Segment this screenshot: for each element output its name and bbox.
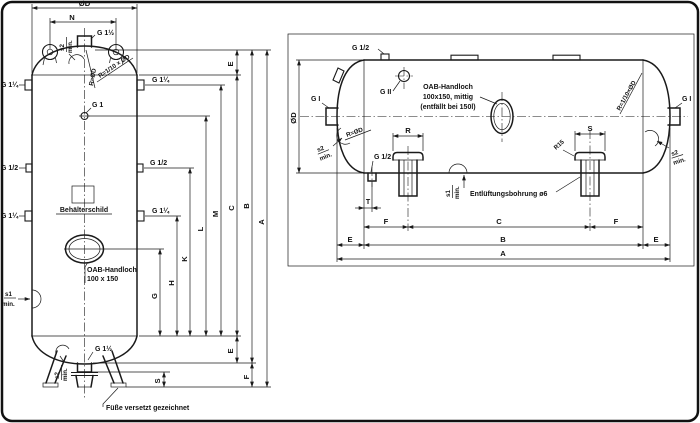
wall-s2-left-min: min. [318, 151, 334, 163]
fitting-right-upper-label: G 1¼ [152, 77, 170, 84]
dim-a-h-label: A [500, 249, 506, 258]
fitting-center-label: G 1 [92, 102, 104, 109]
fitting-left-lower-label: G 1¼ [1, 213, 19, 220]
wall-s2-top-value: s2 [59, 44, 66, 51]
wall-s1-min: min. [2, 301, 15, 308]
handhole-h [480, 92, 513, 142]
dim-c-label: C [496, 217, 502, 226]
fitting-end-left [322, 103, 338, 125]
knuckle-radius-h-label: R=1/10×ØD [615, 79, 638, 112]
handhole-label-line2: 100 x 150 [87, 276, 119, 283]
wall-s2-right [670, 148, 687, 167]
dim-k-label: K [180, 256, 189, 262]
dim-a-label: A [257, 219, 266, 225]
dim-c-label: C [227, 205, 236, 211]
bottom-nozzle-label: G 1½ [95, 346, 113, 353]
fitting-end-left-label: G I [311, 96, 321, 103]
dim-t-label: T [365, 199, 371, 206]
dim-od-h-label: ØD [289, 112, 298, 124]
dim-e-bottom-label: E [226, 348, 235, 354]
handhole-h-line2: 100x150, mittig [422, 94, 474, 101]
knuckle-radius-label: R=1/10 × ØD [97, 53, 132, 80]
wall-s2-left [315, 143, 333, 163]
dim-h-label: H [167, 280, 176, 286]
wall-s1-bottom-value: s1 [445, 190, 452, 197]
foot-radius-label: R15 [552, 138, 566, 152]
vent-note: Entlüftungsbohrung ø6 [470, 191, 548, 198]
horizontal-vessel-view [288, 34, 694, 266]
fitting-gii-label: G II [380, 89, 392, 96]
dim-n-label: N [69, 13, 75, 22]
dim-l-label: L [196, 226, 205, 232]
fitting-end-right-label: G I [682, 96, 692, 103]
dim-f-label: F [242, 374, 251, 380]
fitting-right-middle-label: G 1/2 [150, 160, 168, 167]
lifting-lugs [43, 45, 124, 66]
top-nozzle-label: G 1½ [97, 30, 115, 37]
wall-s2-bottom-min: min. [62, 368, 69, 381]
dim-f-right-label: F [613, 217, 619, 226]
extension-lines [89, 50, 271, 387]
head-right-callouts [620, 73, 669, 148]
fitting-right-middle [137, 164, 143, 172]
dimension-stack [160, 50, 267, 387]
fitting-right-lower [137, 211, 144, 221]
dim-m-label: M [211, 210, 220, 218]
fitting-top-h [378, 49, 389, 60]
handhole-h-line3: (entfällt bei 150l) [420, 104, 476, 111]
fitting-right-upper [137, 80, 144, 90]
nameplate-label: Behälterschild [59, 207, 109, 214]
dim-r-label: R [405, 126, 411, 135]
foot-right [575, 130, 605, 231]
fitting-top-h-label: G 1/2 [352, 45, 370, 52]
fitting-left-upper [19, 80, 32, 90]
dim-e-left-label: E [347, 235, 353, 244]
fitting-gii [393, 67, 413, 91]
dim-e-right-label: E [653, 235, 659, 244]
crown-radius-h-label: R=ØD [345, 126, 365, 139]
wall-s2-right-value: s2 [670, 149, 680, 158]
dim-od-label: ØD [78, 0, 91, 8]
fitting-left-lower [19, 211, 32, 221]
vent-leader [556, 177, 580, 192]
dim-f-left-label: F [383, 217, 389, 226]
dim-b-label: B [242, 203, 251, 209]
handhole-h-line1: OAB-Handloch [423, 84, 473, 91]
fitting-left-middle-label: G 1/2 [1, 165, 19, 172]
feet-note: Füße versetzt gezeichnet [106, 405, 190, 412]
vertical-vessel-view [1, 0, 271, 412]
bottom-nozzle [78, 352, 94, 372]
fitting-drain-label: G 1/2 [374, 154, 392, 161]
wall-s1-value: s1 [5, 291, 12, 298]
fitting-left-middle [19, 164, 32, 172]
fitting-left-upper-label: G 1¼ [1, 82, 19, 89]
dim-e-top-label: E [226, 61, 235, 67]
crown-radius-label: R=ØD [88, 68, 98, 87]
foot-left [393, 146, 423, 231]
wall-s2-right-min: min. [672, 156, 687, 167]
fitting-center [79, 108, 91, 120]
wall-s2-left-value: s2 [316, 144, 326, 154]
top-nozzle [78, 35, 96, 47]
dim-s-label: S [153, 378, 162, 384]
wall-s1-bottom-min: min. [454, 186, 461, 199]
wall-s2-bottom-value: s2 [54, 372, 61, 379]
fitting-right-lower-label: G 1¼ [152, 208, 170, 215]
dim-b-h-label: B [500, 235, 506, 244]
dim-g-label: G [150, 293, 159, 299]
handhole-label-line1: OAB-Handloch [87, 267, 137, 274]
wall-s2-top-min: min. [67, 40, 74, 53]
dim-s-h-label: S [587, 124, 593, 133]
